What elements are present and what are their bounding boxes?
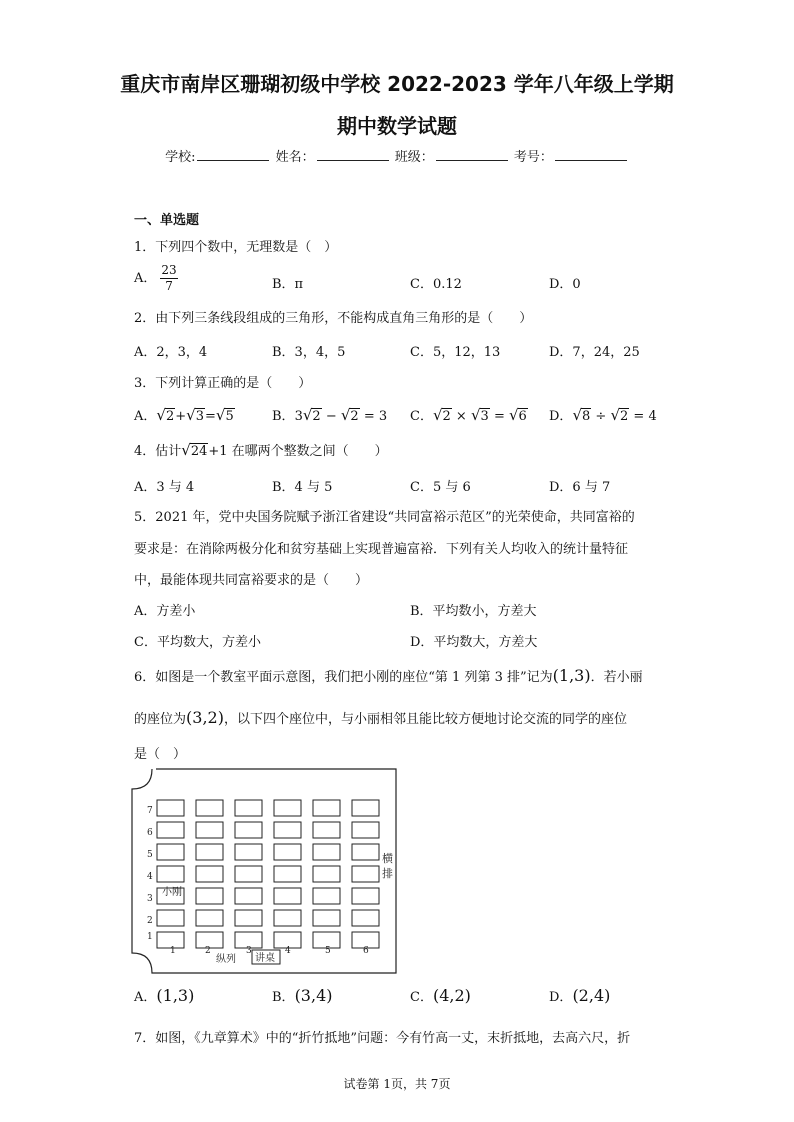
column-label: 5 bbox=[325, 946, 331, 956]
row-label: 2 bbox=[147, 916, 153, 926]
class-blank[interactable] bbox=[436, 149, 508, 161]
seat bbox=[196, 800, 223, 816]
seat bbox=[274, 822, 301, 838]
seat bbox=[274, 800, 301, 816]
name-label: 姓名： bbox=[275, 150, 315, 165]
q5-option-b[interactable]: B．平均数小，方差大 bbox=[410, 604, 537, 619]
q6-stem-line-2: 的座位为(3,2)，以下四个座位中，与小丽相邻且能比较方便地讨论交流的同学的座位 bbox=[134, 708, 627, 727]
q3-option-c[interactable]: C．√2 × √3 = √6 bbox=[410, 406, 527, 424]
q5-stem-line-3: 中，最能体现共同富裕要求的是（ ） bbox=[134, 573, 369, 588]
seat-grid bbox=[157, 800, 379, 948]
q6-option-b[interactable]: B．(3,4) bbox=[272, 986, 333, 1005]
row-label: 7 bbox=[147, 806, 153, 816]
seat bbox=[274, 844, 301, 860]
xiaogang-label: 小刚 bbox=[162, 887, 182, 898]
seat bbox=[157, 844, 184, 860]
q2-option-b[interactable]: B．3，4，5 bbox=[272, 345, 346, 360]
seat bbox=[313, 800, 340, 816]
row-label: 1 bbox=[147, 932, 153, 942]
classroom-seat-diagram bbox=[130, 767, 398, 977]
q5-stem-line-1: 5．2021 年，党中央国务院赋予浙江省建设“共同富裕示范区”的光荣使命，共同富裕的 bbox=[134, 510, 635, 525]
q1-option-c[interactable]: C．0.12 bbox=[410, 277, 462, 292]
seat bbox=[235, 822, 262, 838]
seat bbox=[235, 800, 262, 816]
class-label: 班级： bbox=[394, 150, 434, 165]
seat bbox=[274, 910, 301, 926]
school-label: 学校: bbox=[165, 150, 196, 165]
q5-stem-line-2: 要求是：在消除两极分化和贫穷基础上实现普遍富裕．下列有关人均收入的统计量特征 bbox=[134, 542, 629, 557]
column-axis-label: 纵列 bbox=[216, 954, 236, 965]
row-label: 5 bbox=[147, 850, 153, 860]
section-heading: 一、单选题 bbox=[134, 213, 200, 228]
student-info-fields bbox=[0, 146, 794, 165]
seat bbox=[196, 888, 223, 904]
seat bbox=[313, 866, 340, 882]
seat bbox=[235, 844, 262, 860]
lectern-label: 讲桌 bbox=[255, 953, 275, 964]
seat bbox=[352, 910, 379, 926]
column-label: 4 bbox=[285, 946, 291, 956]
q6-stem-line-3: 是（ ） bbox=[134, 747, 187, 762]
q7-stem-line-1: 7．如图，《九章算术》中的“折竹抵地”问题：今有竹高一丈，末折抵地，去高六尺，折 bbox=[134, 1031, 631, 1046]
q3-option-d[interactable]: D．√8 ÷ √2 = 4 bbox=[549, 406, 657, 424]
q4-option-c[interactable]: C．5 与 6 bbox=[410, 480, 471, 495]
column-label: 6 bbox=[363, 946, 369, 956]
q2-option-d[interactable]: D．7，24，25 bbox=[549, 345, 640, 360]
q3-option-a[interactable]: A．√2+√3=√5 bbox=[134, 406, 234, 424]
q2-stem: 2．由下列三条线段组成的三角形，不能构成直角三角形的是（ ） bbox=[134, 311, 533, 326]
q3-stem: 3．下列计算正确的是（ ） bbox=[134, 376, 312, 391]
seat bbox=[196, 822, 223, 838]
seat bbox=[313, 844, 340, 860]
name-blank[interactable] bbox=[317, 149, 389, 161]
q4-option-a[interactable]: A．3 与 4 bbox=[134, 480, 195, 495]
q2-option-a[interactable]: A．2，3，4 bbox=[134, 345, 208, 360]
q1-stem: 1．下列四个数中，无理数是（ ） bbox=[134, 240, 338, 255]
seat bbox=[235, 910, 262, 926]
column-label: 2 bbox=[205, 946, 211, 956]
exam-number-blank[interactable] bbox=[555, 149, 627, 161]
q4-option-b[interactable]: B．4 与 5 bbox=[272, 480, 333, 495]
q6-option-c[interactable]: C．(4,2) bbox=[410, 986, 471, 1005]
q4-stem: 4．估计√24+1 在哪两个整数之间（ ） bbox=[134, 441, 388, 459]
seat bbox=[352, 866, 379, 882]
seat bbox=[274, 866, 301, 882]
seat bbox=[352, 888, 379, 904]
q4-option-d[interactable]: D．6 与 7 bbox=[549, 480, 611, 495]
fraction-23-7: $\frac{23}{7}$ bbox=[161, 263, 177, 293]
q1-option-b[interactable]: B．π bbox=[272, 277, 304, 292]
q5-option-a[interactable]: A．方差小 bbox=[134, 604, 196, 619]
exam-number-label: 考号： bbox=[513, 150, 553, 165]
row-label: 3 bbox=[147, 894, 153, 904]
seat bbox=[352, 800, 379, 816]
seat bbox=[352, 844, 379, 860]
seat bbox=[313, 822, 340, 838]
q6-option-a[interactable]: A．(1,3) bbox=[134, 986, 195, 1005]
seat bbox=[235, 888, 262, 904]
seat bbox=[313, 888, 340, 904]
seat bbox=[157, 822, 184, 838]
seat bbox=[274, 888, 301, 904]
seat bbox=[157, 866, 184, 882]
page-footer: 试卷第 1页，共 7页 bbox=[343, 1077, 451, 1091]
column-label: 3 bbox=[246, 946, 252, 956]
title-line-1: 重庆市南岸区珊瑚初级中学校 2022-2023 学年八年级上学期 bbox=[120, 72, 674, 96]
q6-stem-line-1: 6．如图是一个教室平面示意图，我们把小刚的座位“第 1 列第 3 排”记为(1,3)．若小丽 bbox=[134, 666, 643, 685]
seat bbox=[157, 910, 184, 926]
seat bbox=[352, 822, 379, 838]
column-label: 1 bbox=[170, 946, 176, 956]
row-labels bbox=[147, 806, 153, 942]
q3-option-b[interactable]: B．3√2 − √2 = 3 bbox=[272, 406, 388, 424]
row-axis-label-top: 横 bbox=[382, 852, 393, 865]
q1-option-d[interactable]: D．0 bbox=[549, 277, 581, 292]
title-line-2: 期中数学试题 bbox=[337, 114, 457, 138]
seat bbox=[235, 866, 262, 882]
seat bbox=[196, 844, 223, 860]
row-label: 6 bbox=[147, 828, 153, 838]
q1-option-a[interactable]: A． $\frac{23}{7}$ bbox=[134, 263, 177, 293]
seat bbox=[313, 910, 340, 926]
q5-option-c[interactable]: C．平均数大，方差小 bbox=[134, 635, 261, 650]
q5-option-d[interactable]: D．平均数大，方差大 bbox=[410, 635, 538, 650]
seat bbox=[196, 866, 223, 882]
seat bbox=[157, 800, 184, 816]
row-label: 4 bbox=[147, 872, 153, 882]
seat bbox=[196, 910, 223, 926]
school-blank[interactable] bbox=[197, 149, 269, 161]
q6-option-d[interactable]: D．(2,4) bbox=[549, 986, 611, 1005]
q2-option-c[interactable]: C．5，12，13 bbox=[410, 345, 501, 360]
row-axis-label-bottom: 排 bbox=[382, 867, 393, 880]
